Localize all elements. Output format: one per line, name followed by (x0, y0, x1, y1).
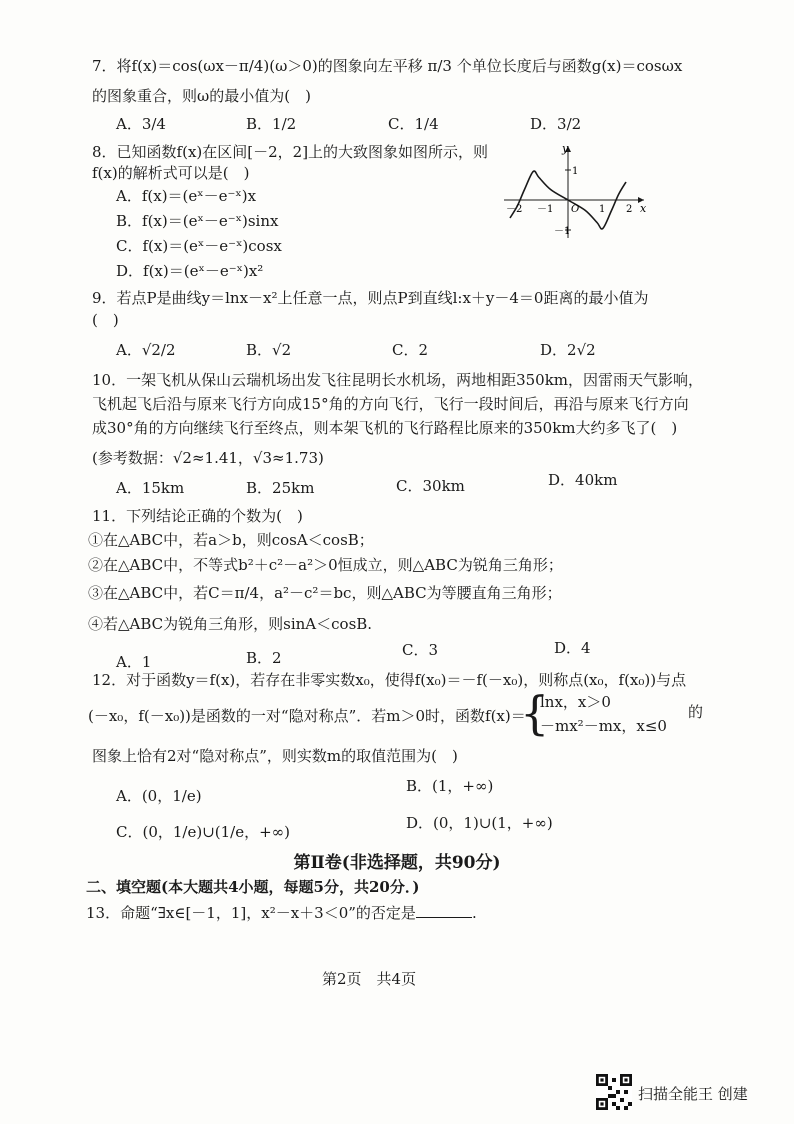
q7-option-b: B．1/2 (246, 115, 297, 133)
q9-option-d: D．2√2 (540, 341, 596, 359)
q11-statement-1: ①在△ABC中，若a＞b，则cosA＜cosB； (88, 531, 374, 549)
q10-option-a: A．15km (116, 479, 185, 497)
q8-option-b: B．f(x)＝(eˣ－e⁻ˣ)sinx (116, 212, 279, 230)
q11-line1: 11．下列结论正确的个数为( ) (92, 507, 303, 525)
q7-option-d: D．3/2 (530, 115, 582, 133)
q12-line2a: (－x₀，f(－x₀))是函数的一对“隐对称点”．若m＞0时，函数f(x)＝ (88, 707, 526, 725)
q10-line4: (参考数据：√2≈1.41，√3≈1.73) (92, 449, 324, 467)
q8-option-d: D．f(x)＝(eˣ－e⁻ˣ)x² (116, 262, 264, 280)
q7-line1: 7．将f(x)＝cos(ωx－π/4)(ω＞0)的图象向左平移 π/3 个单位长度后与函数g(x)＝cosωx (92, 57, 683, 75)
q10-line2: 飞机起飞后沿与原来飞行方向成15°角的方向飞行，飞行一段时间后，再沿与原来飞行方向 (92, 395, 689, 413)
q8-option-c: C．f(x)＝(eˣ－e⁻ˣ)cosx (116, 237, 282, 255)
q10-option-b: B．25km (246, 479, 315, 497)
q10-line3: 成30°角的方向继续飞行至终点，则本架飞机的飞行路程比原来的350km大约多飞了( ) (92, 419, 678, 437)
q13-line (86, 903, 477, 923)
q11-option-b: B．2 (246, 649, 282, 667)
part2-title: 第Ⅱ卷(非选择题，共90分) (293, 853, 501, 873)
q12-line3: 图象上恰有2对“隐对称点”，则实数m的取值范围为( ) (92, 747, 458, 765)
q11-statement-3: ③在△ABC中，若C＝π/4，a²－c²＝bc，则△ABC为等腰直角三角形； (88, 584, 562, 602)
q11-statement-2: ②在△ABC中，不等式b²＋c²－a²＞0恒成立，则△ABC为锐角三角形； (88, 556, 563, 574)
q12-option-b: B．(1，+∞) (406, 777, 494, 795)
scanner-watermark: 扫描全能王 创建 (638, 1085, 748, 1103)
q12-option-d: D．(0，1)∪(1，+∞) (406, 814, 553, 832)
graph-y-tick-label-neg1: －1 (554, 226, 571, 237)
page-footer: 第2页 共4页 (322, 970, 417, 988)
graph-y-tick-label-1: 1 (572, 166, 579, 177)
section2-title: 二、填空题(本大题共4小题，每题5分，共20分．) (86, 878, 420, 896)
q9-option-c: C．2 (392, 341, 429, 359)
q11-statement-4: ④若△ABC为锐角三角形，则sinA＜cosB. (88, 615, 373, 633)
q9-option-b: B．√2 (246, 341, 292, 359)
q8-line1: 8．已知函数f(x)在区间[－2，2]上的大致图象如图所示，则 (92, 143, 489, 161)
graph-x-tick-neg1: －1 (537, 204, 554, 215)
q10-line1: 10．一架飞机从保山云瑞机场出发飞往昆明长水机场，两地相距350km，因雷雨天气影响， (92, 371, 704, 389)
qr-code-icon (596, 1074, 632, 1110)
graph-x-tick-neg2: －2 (506, 204, 523, 215)
q13-end: . (471, 904, 477, 922)
q13-answer-blank (416, 903, 472, 918)
q11-option-c: C．3 (402, 641, 439, 659)
q9-line1: 9．若点P是曲线y＝lnx－x²上任意一点，则点P到直线l:x＋y－4＝0距离的最小值为 (92, 289, 649, 307)
q11-option-a: A．1 (116, 653, 152, 671)
graph-y-label: y (562, 142, 569, 155)
q10-option-d: D．40km (548, 471, 618, 489)
graph-x-tick-1: 1 (599, 204, 606, 215)
q12-line1: 12．对于函数y＝f(x)，若存在非零实数x₀，使得f(x₀)＝－f(－x₀)，则称点(x₀，f(x₀))与点 (92, 671, 687, 689)
q10-option-c: C．30km (396, 477, 465, 495)
q9-option-a: A．√2/2 (116, 341, 176, 359)
q11-option-d: D．4 (554, 639, 591, 657)
graph-x-tick-2: 2 (626, 204, 633, 215)
q7-line2: 的图象重合，则ω的最小值为( ) (92, 87, 311, 105)
q12-option-a: A．(0，1/e) (116, 787, 202, 805)
q12-option-c: C．(0，1/e)∪(1/e，+∞) (116, 823, 291, 841)
q8-line2: f(x)的解析式可以是( ) (92, 164, 250, 182)
q12-case-2: －mx²－mx，x≤0 (540, 717, 667, 735)
q7-option-a: A．3/4 (116, 115, 166, 133)
q13-text: 13．命题“∃x∈[－1，1]，x²－x＋3＜0”的否定是 (86, 904, 416, 922)
q8-option-a: A．f(x)＝(eˣ－e⁻ˣ)x (116, 187, 257, 205)
q12-line2b: 的 (688, 703, 704, 721)
q9-line2: ( ) (92, 311, 119, 329)
graph-origin: O (571, 204, 580, 215)
graph-x-label: x (640, 202, 647, 215)
q12-piecewise-brace: { (520, 686, 550, 740)
q8-function-graph (500, 142, 650, 242)
q12-case-1: lnx，x＞0 (540, 693, 611, 711)
q7-option-c: C．1/4 (388, 115, 439, 133)
